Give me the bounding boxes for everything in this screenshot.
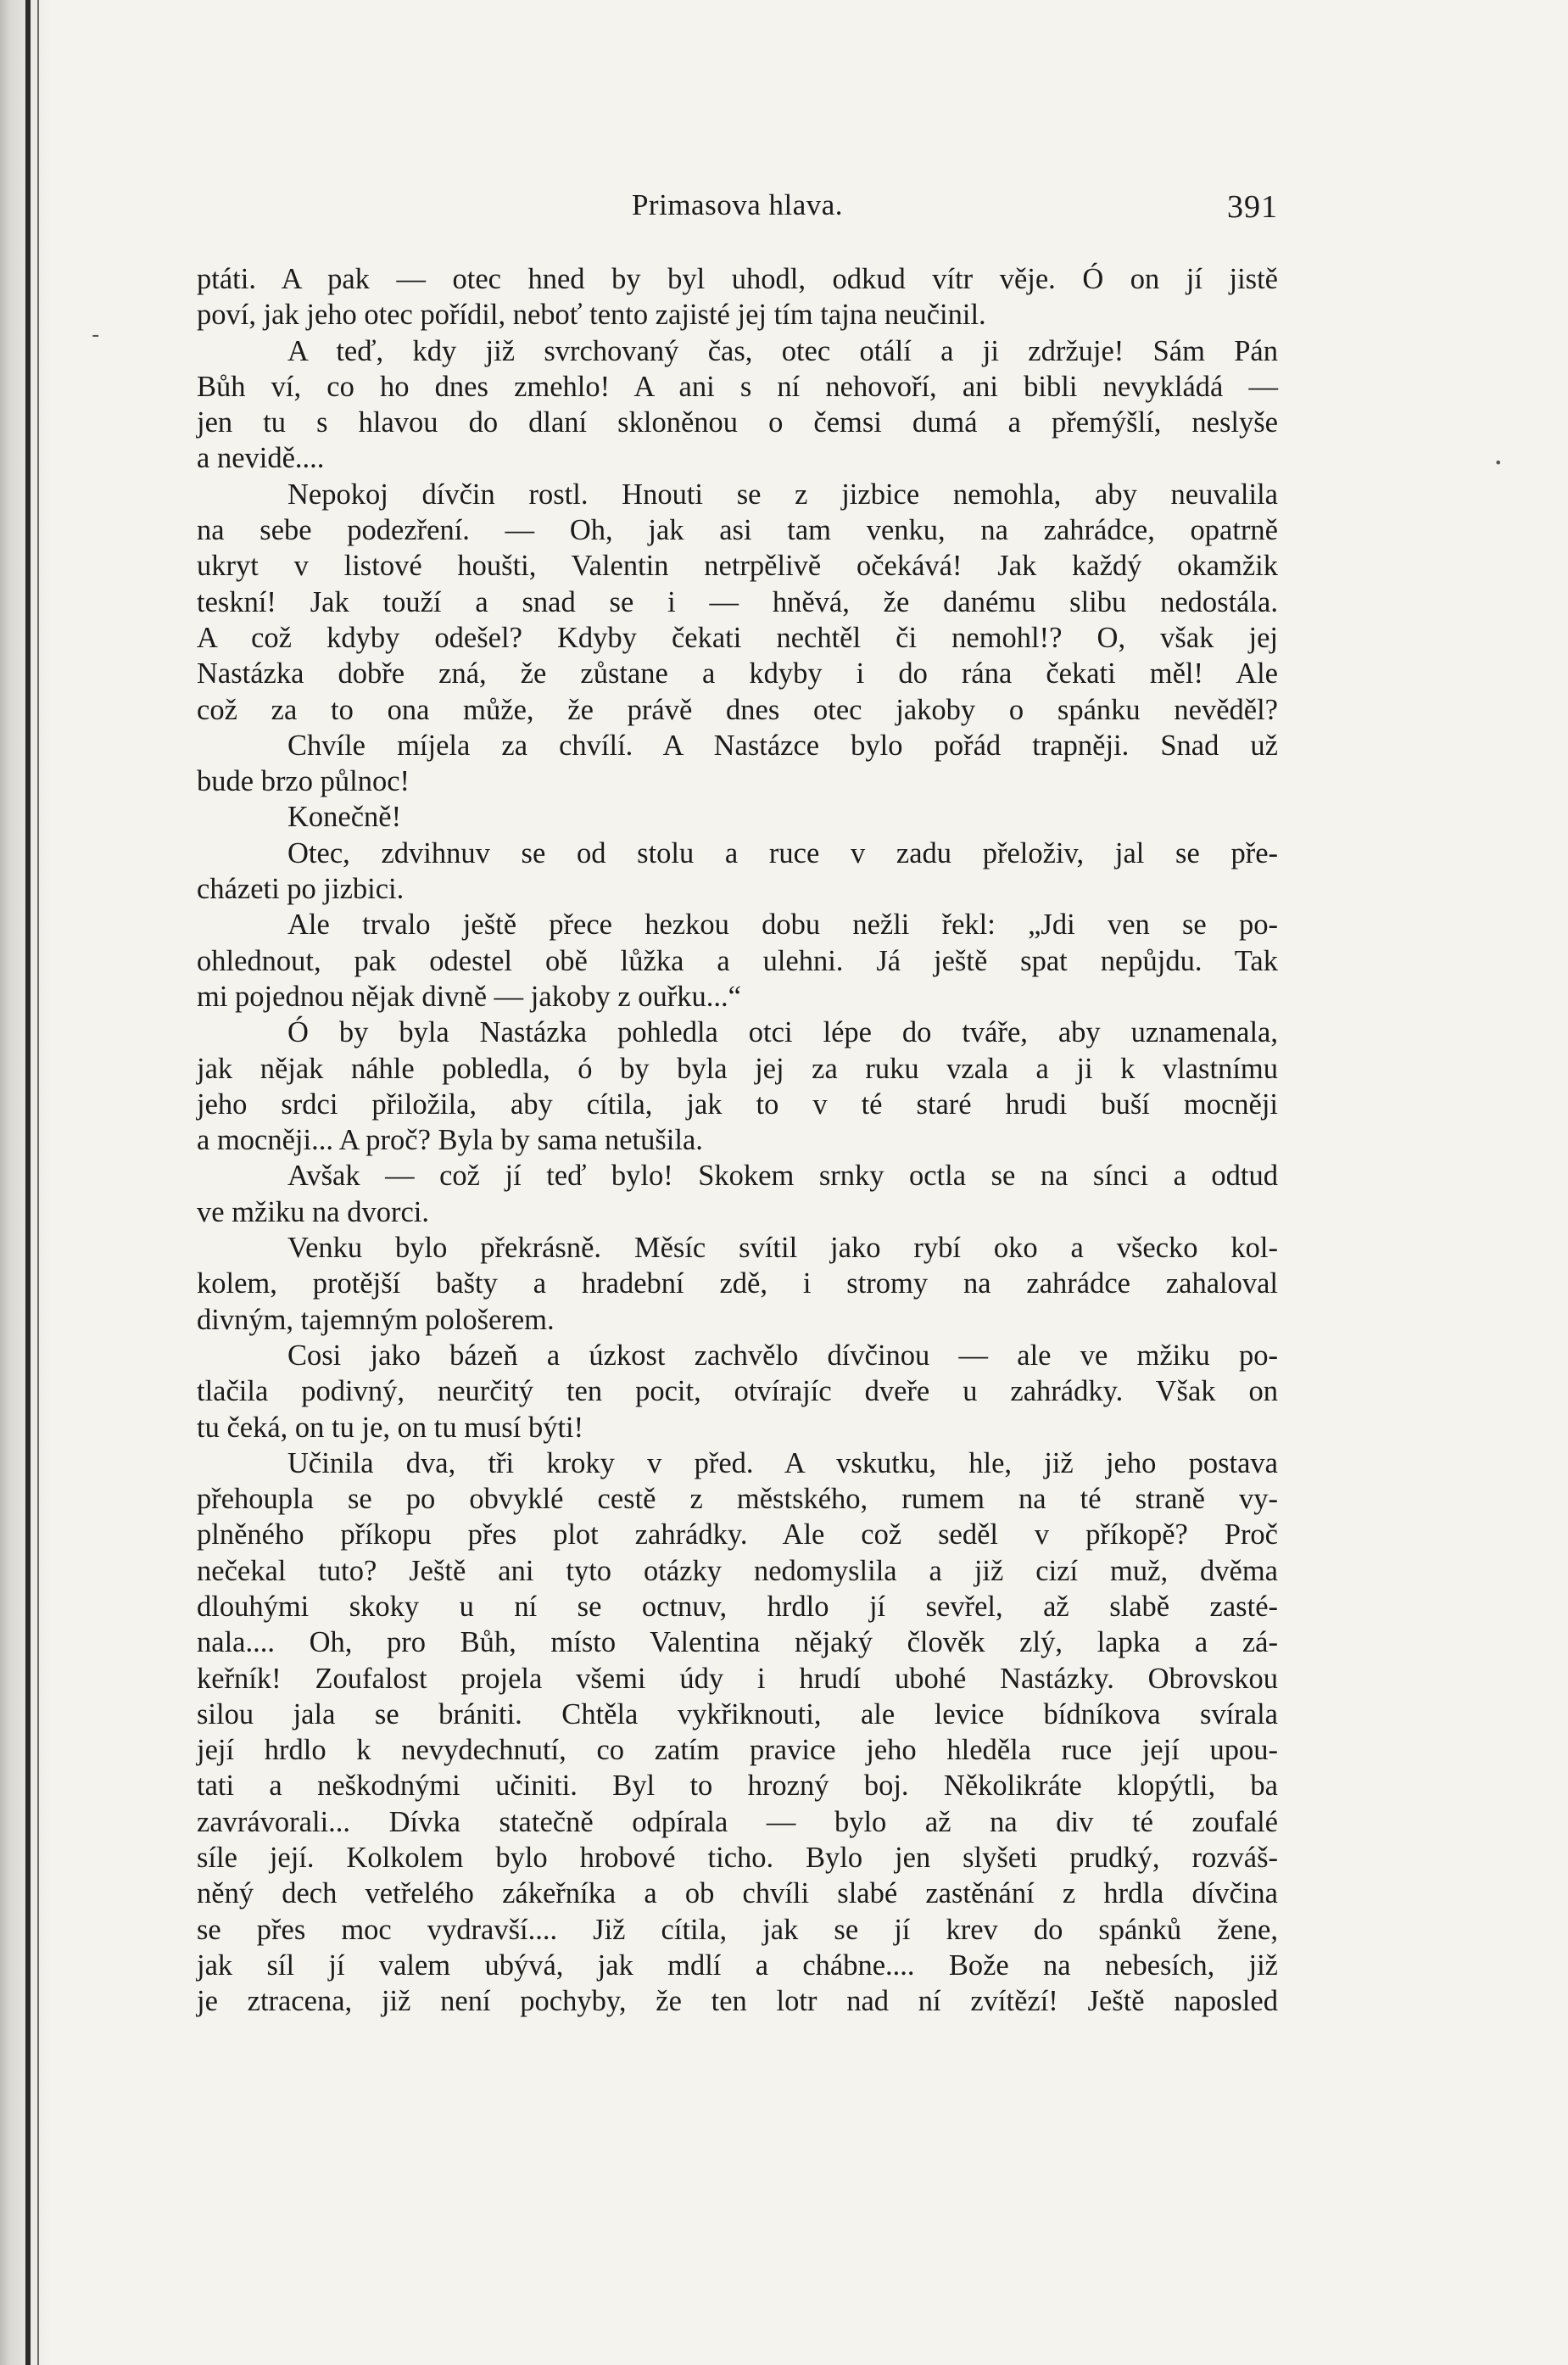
text-line: plněného příkopu přes plot zahrádky. Ale což seděl v příkopě? Proč xyxy=(197,1518,1278,1552)
text-line: Nastázka dobře zná, že zůstane a kdyby i do rána čekati měl! Ale xyxy=(197,657,1278,690)
text-line: jak síl jí valem ubývá, jak mdlí a chábne.... Bože na nebesích, již xyxy=(197,1948,1278,1982)
text-line: Venku bylo překrásně. Měsíc svítil jako rybí oko a všecko kol- xyxy=(287,1232,1278,1265)
text-line: divným, tajemným pološerem. xyxy=(197,1303,555,1336)
text-line: Otec, zdvihnuv se od stolu a ruce v zadu přeloživ, jal se pře- xyxy=(287,836,1278,869)
text-line: ukryt v listové houšti, Valentin netrpělivě očekává! Jak každý okamžik xyxy=(197,550,1278,583)
margin-dot: • xyxy=(1494,455,1503,471)
text-line: mi pojednou nějak divně — jakoby z ouřku...“ xyxy=(197,980,741,1013)
binding-edge-light xyxy=(37,0,39,2365)
text-line: její hrdlo k nevydechnutí, co zatím pravice jeho hleděla ruce její upou- xyxy=(197,1734,1278,1767)
text-line: nala.... Oh, pro Bůh, místo Valentina nějaký člověk zlý, lapka a zá- xyxy=(197,1626,1278,1659)
text-line: tati a neškodnými učiniti. Byl to hrozný boj. Několikráte klopýtli, ba xyxy=(197,1770,1278,1803)
text-line: Učinila dva, tři kroky v před. A vskutku, hle, již jeho postava xyxy=(287,1446,1278,1479)
text-line: ve mžiku na dvorci. xyxy=(197,1195,429,1228)
text-line: něný dech vetřelého zákeřníka a ob chvíli slabé zastěnání z hrdla dívčina xyxy=(197,1877,1278,1910)
text-line: tlačila podivný, neurčitý ten pocit, otvírajíc dveře u zahrádky. Však on xyxy=(197,1375,1278,1408)
text-line: keřník! Zoufalost projela všemi údy i hrudí ubohé Nastázky. Obrovskou xyxy=(197,1662,1278,1695)
text-line: je ztracena, již není pochyby, že ten lotr nad ní zvítězí! Ještě naposled xyxy=(197,1985,1278,2018)
text-line: zavrávorali... Dívka statečně odpírala — bylo až na div té zoufalé xyxy=(197,1805,1278,1838)
text-line: jeho srdci přiložila, aby cítila, jak to v té staré hrudi buší mocněji xyxy=(197,1087,1278,1121)
page-header xyxy=(197,188,1278,231)
text-line: Chvíle míjela za chvílí. A Nastázce bylo pořád trapněji. Snad už xyxy=(287,729,1278,762)
text-line: jak nějak náhle pobledla, ó by byla jej za ruku vzala a ji k vlastnímu xyxy=(197,1052,1278,1085)
page-number: 391 xyxy=(1227,189,1278,225)
body-text xyxy=(197,261,1278,2020)
running-title: Primasova hlava. xyxy=(631,188,844,221)
text-line: A což kdyby odešel? Kdyby čekati nechtěl či nemohl!? O, však jej xyxy=(197,621,1278,654)
book-page xyxy=(197,0,1278,2365)
text-line: silou jala se brániti. Chtěla vykřiknouti, ale levice bídníkova svírala xyxy=(197,1697,1278,1730)
text-line: bude brzo půlnoc! xyxy=(197,765,410,798)
text-line: Cosi jako bázeň a úzkost zachvělo dívčinou — ale ve mžiku po- xyxy=(287,1339,1278,1372)
text-line: dlouhými skoky u ní se octnuv, hrdlo jí sevřel, až slabě zasté- xyxy=(197,1590,1278,1623)
text-line: kolem, protější bašty a hradební zdě, i stromy na zahrádce zahaloval xyxy=(197,1267,1278,1300)
text-line: Bůh ví, co ho dnes zmehlo! A ani s ní nehovoří, ani bibli nevykládá — xyxy=(197,370,1278,403)
text-line: Konečně! xyxy=(287,801,402,834)
text-line: a nevidě.... xyxy=(197,442,325,475)
text-line: A teď, kdy již svrchovaný čas, otec otálí a ji zdržuje! Sám Pán xyxy=(287,334,1278,367)
text-line: teskní! Jak touží a snad se i — hněvá, že danému slibu nedostála. xyxy=(197,585,1278,618)
text-line: Ó by byla Nastázka pohledla otci lépe do tváře, aby uznamenala, xyxy=(287,1016,1278,1049)
text-line: což za to ona může, že právě dnes otec jakoby o spánku nevěděl? xyxy=(197,693,1278,726)
margin-mark: - xyxy=(92,322,100,348)
text-line: Avšak — což jí teď bylo! Skokem srnky octla se na síncі a odtud xyxy=(287,1160,1278,1193)
text-line: se přes moc vydravší.... Již cítila, jak se jí krev do spánků žene, xyxy=(197,1913,1278,1946)
text-line: síle její. Kolkolem bylo hrobové ticho. Bylo jen slyšeti prudký, rozváš- xyxy=(197,1842,1278,1875)
text-line: Nepokoj dívčin rostl. Hnouti se z jizbice nemohla, aby neuvalila xyxy=(287,478,1278,511)
text-line: přehoupla se po obvyklé cestě z městského, rumem na té straně vy- xyxy=(197,1483,1278,1516)
text-line: na sebe podezření. — Oh, jak asi tam venku, na zahrádce, opatrně xyxy=(197,514,1278,547)
text-line: nečekal tuto? Ještě ani tyto otázky nedomyslila a již cizí muž, dvěma xyxy=(197,1554,1278,1587)
binding-edge-dark xyxy=(25,0,31,2365)
text-line: jen tu s hlavou do dlaní skloněnou o čemsi dumá a přemýšlí, neslyše xyxy=(197,406,1278,439)
text-line: tu čeká, on tu je, on tu musí býti! xyxy=(197,1411,584,1444)
text-line: poví, jak jeho otec pořídil, neboť tento zajisté jej tím tajna neučinil. xyxy=(197,299,986,332)
text-line: cházeti po jizbici. xyxy=(197,873,405,906)
text-line: ohlednout, pak odestel obě lůžka a ulehni. Já ještě spat nepůjdu. Tak xyxy=(197,944,1278,977)
text-line: ptáti. A pak — otec hned by byl uhodl, odkud vítr věje. Ó on jí jistě xyxy=(197,263,1278,295)
text-line: a mocněji... A proč? Byla by sama netušila. xyxy=(197,1124,703,1157)
text-line: Ale trvalo ještě přece hezkou dobu nežli řekl: „Jdi ven se po- xyxy=(287,909,1278,942)
